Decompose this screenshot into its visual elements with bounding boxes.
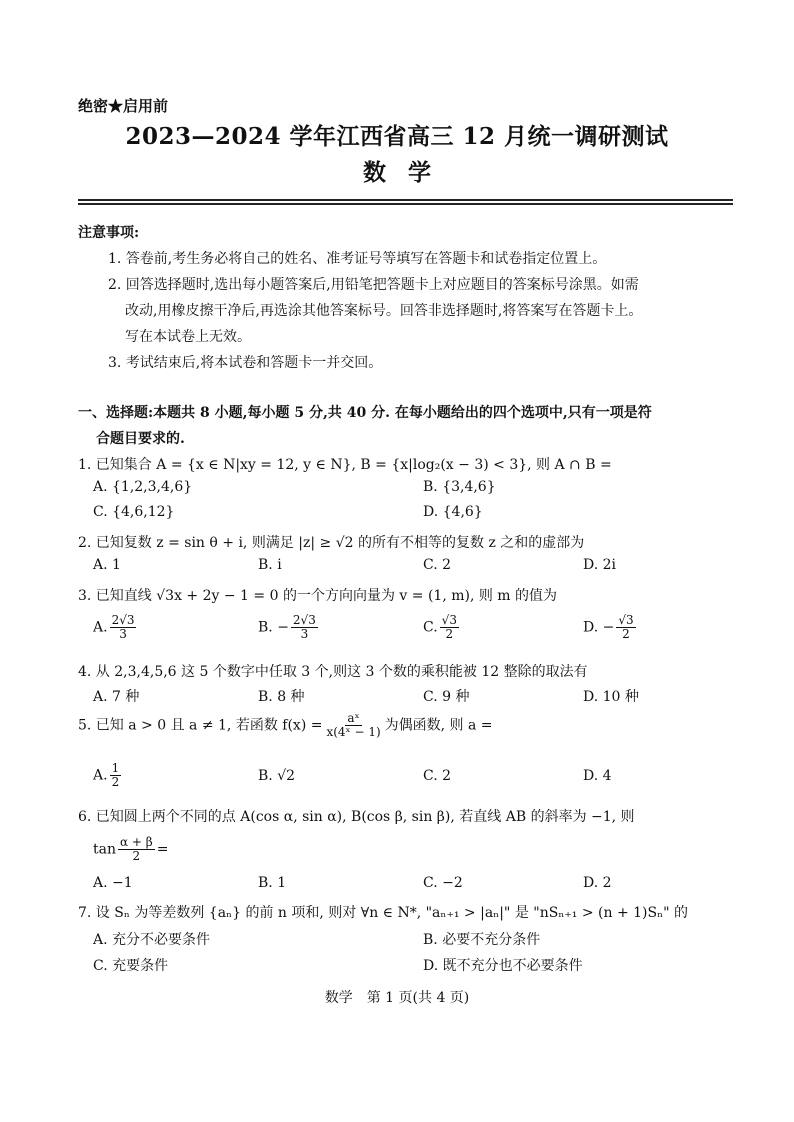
- q5-option-c: C. 2: [423, 768, 452, 784]
- q4-option-a: A. 7 种: [93, 689, 140, 705]
- q7-option-c: C. 充要条件: [93, 958, 169, 974]
- numerator: α + β: [120, 835, 153, 849]
- q1-option-b: B. {3,4,6}: [423, 479, 496, 495]
- fraction: [291, 614, 318, 641]
- header-divider-bottom: [78, 203, 733, 205]
- question-1-stem: 1. 已知集合 A = {x ∈ N|xy = 12, y ∈ N}, B = {x|log₂(x − 3) < 3}, 则 A ∩ B =: [78, 457, 612, 473]
- q5-option-d: D. 4: [583, 768, 612, 784]
- fraction: [118, 836, 155, 863]
- option-letter: A.: [93, 619, 108, 636]
- tan-label: tan: [93, 841, 116, 858]
- note-item: 3. 考试结束后,将本试卷和答题卡一并交回。: [108, 355, 383, 371]
- q4-option-c: C. 9 种: [423, 689, 470, 705]
- denominator: 2: [132, 849, 141, 863]
- note-item: 1. 答卷前,考生务必将自己的姓名、准考证号等填写在答题卡和试卷指定位置上。: [108, 251, 607, 267]
- option-letter: C.: [423, 619, 438, 636]
- q5-stem-post: 为偶函数, 则 a =: [384, 717, 493, 734]
- option-letter: D. −: [583, 619, 615, 636]
- section-heading: 一、选择题:本题共 8 小题,每小题 5 分,共 40 分. 在每小题给出的四个选项中,只有一项是符: [78, 405, 652, 421]
- subject-title: 数学: [363, 159, 453, 186]
- numerator: 1: [111, 761, 120, 775]
- numerator: aˣ: [347, 711, 360, 725]
- section-heading-cont: 合题目要求的.: [96, 431, 185, 447]
- fraction: [110, 614, 137, 641]
- q5-option-b: B. √2: [258, 768, 296, 784]
- q5-stem-pre: 5. 已知 a > 0 且 a ≠ 1, 若函数 f(x) =: [78, 717, 323, 734]
- note-item: 写在本试卷上无效。: [125, 329, 251, 345]
- note-item: 改动,用橡皮擦干净后,再选涂其他答案标号。回答非选择题时,将答案写在答题卡上。: [125, 303, 643, 319]
- question-4-stem: 4. 从 2,3,4,5,6 这 5 个数字中任取 3 个,则这 3 个数的乘积能被 12 整除的取法有: [78, 664, 588, 680]
- q6-option-b: B. 1: [258, 875, 287, 891]
- q1-option-a: A. {1,2,3,4,6}: [93, 479, 193, 495]
- numerator: √3: [618, 613, 634, 627]
- denominator: 3: [300, 627, 309, 641]
- question-5-stem: [78, 712, 493, 739]
- q5-option-a: [93, 762, 123, 789]
- option-letter: A.: [93, 767, 108, 784]
- denominator: 2: [622, 627, 630, 641]
- question-2-stem: 2. 已知复数 z = sin θ + i, 则满足 |z| ≥ √2 的所有不相等的复数 z 之和的虚部为: [78, 535, 585, 551]
- q7-option-a: A. 充分不必要条件: [93, 932, 211, 948]
- q6-option-a: A. −1: [93, 875, 133, 891]
- numerator: 2√3: [111, 613, 135, 627]
- q3-option-c: [423, 614, 461, 641]
- denominator: x(4ˣ − 1): [326, 725, 381, 739]
- q7-option-b: B. 必要不充分条件: [423, 932, 541, 948]
- function-fraction: [324, 712, 382, 739]
- fraction: [440, 614, 459, 641]
- q3-option-b: [258, 614, 320, 641]
- q4-option-d: D. 10 种: [583, 689, 639, 705]
- q6-option-c: C. −2: [423, 875, 463, 891]
- q2-option-c: C. 2: [423, 557, 452, 573]
- q1-option-d: D. {4,6}: [423, 504, 483, 520]
- fraction: [110, 762, 122, 789]
- page-footer: 数学 第 1 页(共 4 页): [324, 990, 470, 1006]
- q6-option-d: D. 2: [583, 875, 612, 891]
- note-item: 2. 回答选择题时,选出每小题答案后,用铅笔把答题卡上对应题目的答案标号涂黑。如需: [108, 277, 639, 293]
- denominator: 3: [119, 627, 127, 641]
- q3-option-d: [583, 614, 638, 641]
- question-7-stem: 7. 设 Sₙ 为等差数列 {aₙ} 的前 n 项和, 则对 ∀n ∈ N*, "aₙ₊₁ > |aₙ|" 是 "nSₙ₊₁ > (n + 1)Sₙ" 的: [78, 905, 689, 921]
- q3-option-a: [93, 614, 138, 641]
- notes-heading: 注意事项:: [78, 225, 140, 241]
- q2-option-b: B. i: [258, 557, 282, 573]
- numerator: 2√3: [292, 613, 316, 627]
- denominator: 2: [111, 775, 120, 789]
- q6-expression: [93, 836, 168, 863]
- confidential-mark: 绝密★启用前: [78, 97, 169, 115]
- question-6-stem: 6. 已知圆上两个不同的点 A(cos α, sin α), B(cos β, sin β), 若直线 AB 的斜率为 −1, 则: [78, 809, 635, 825]
- equals-sign: =: [156, 841, 169, 858]
- question-3-stem: 3. 已知直线 √3x + 2y − 1 = 0 的一个方向向量为 v = (1, m), 则 m 的值为: [78, 588, 558, 604]
- q1-option-c: C. {4,6,12}: [93, 504, 175, 520]
- q7-option-d: D. 既不充分也不必要条件: [423, 958, 583, 974]
- q2-option-d: D. 2i: [583, 557, 617, 573]
- option-letter: B. −: [258, 619, 289, 636]
- q4-option-b: B. 8 种: [258, 689, 305, 705]
- numerator: √3: [441, 613, 457, 627]
- fraction: [616, 614, 635, 641]
- q2-option-a: A. 1: [93, 557, 121, 573]
- exam-title: 2023—2024 学年江西省高三 12 月统一调研测试: [125, 123, 669, 150]
- header-divider-top: [78, 199, 733, 201]
- denominator: 2: [445, 627, 454, 641]
